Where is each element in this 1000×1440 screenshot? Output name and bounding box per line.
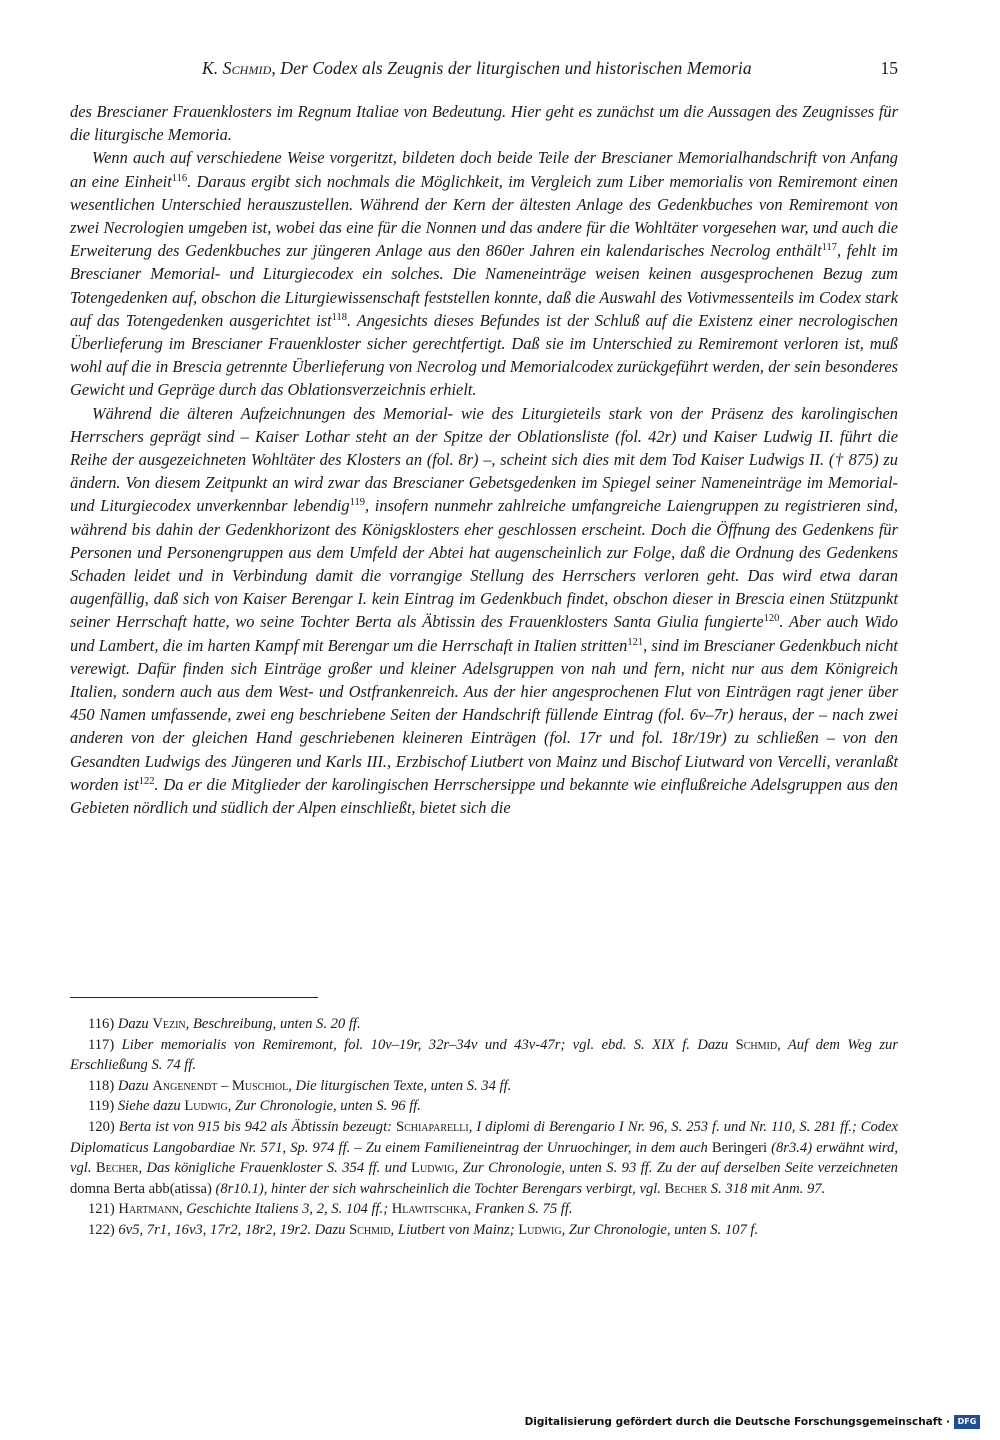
footnote-120: 120) Berta ist von 915 bis 942 als Äbtissin bezeugt: Schiaparelli, I diplomi di Berengario I Nr. 96, S. 253 f. und Nr. 110, S. 281 ff.; Codex Diplomaticus Langobardiae Nr. 571, Sp. 974 ff. – Zu einem Familieneintrag der Unruochinger, in dem auch Beringeri (8r3.4) erwähnt wird, vgl. Becher, Das königliche Frauenkloster S. 354 ff. und Ludwig, Zur Chronologie, unten S. 93 ff. Zu der auf derselben Seite verzeichneten domna Berta abb(atissa) (8r10.1), hinter der sich wahrscheinlich die Tochter Berengars verbirgt, vgl. Becher S. 318 mit Anm. 97. [70, 1118, 898, 1197]
footnote-separator [70, 997, 318, 998]
footnote-number: 118) [88, 1077, 115, 1094]
footnote-number: 120) [88, 1118, 115, 1135]
paragraph-2-text-b: . Daraus ergibt sich nochmals die Möglichkeit, im Vergleich zum Liber memorialis von Remiremont einen wesentlichen Unterschied herauszustellen. Während der Kern der ältesten Anlage des Gedenkbuches von Remiremont von zwei Necrologien umgeben ist, wobei das eine für die Nonnen und das andere für die Wohltäter vorgesehen war, und auch die Erweiterung des Gedenkbuches zur jüngeren Anlage aus den 860er Jahren ein kalendarisches Necrolog enthält [70, 171, 898, 261]
footnote-119: 119) Siehe dazu Ludwig, Zur Chronologie, unten S. 96 ff. [88, 1098, 421, 1115]
footnote-116: 116) Dazu Vezin, Beschreibung, unten S. 20 ff. [88, 1016, 361, 1032]
footnote-number: 116) [88, 1016, 115, 1032]
footnote-ref-120[interactable]: 120 [763, 613, 780, 625]
footnote-117: 117) Liber memorialis von Remiremont, fol. 10v–19r, 32r–34v und 43v-47r; vgl. ebd. S. XIX f. Dazu Schmid, Auf dem Weg zur Erschließung S. 74 ff. [70, 1036, 898, 1074]
paragraph-3-text-e: . Da er die Mitglieder der karolingischen Herrschersippe und bekannte wie einflußreiche Adelsgruppen aus den Gebieten nördlich und südlich der Alpen einschließt, bietet sich die [70, 774, 899, 818]
paragraph-3-text-c: . Aber auch Wido und Lambert, die im harten Kampf mit Berengar um die Herrschaft in Italien stritten [70, 612, 899, 655]
dfg-logo: DFG [954, 1415, 980, 1429]
credit-text: Digitalisierung gefördert durch die Deutsche Forschungsgemeinschaft · [524, 1416, 950, 1428]
paragraph-3-text-a: Während die älteren Aufzeichnungen des Memorial- wie des Liturgieteils stark von der Präsenz des karolingischen Herrschers geprägt sind – Kaiser Lothar steht an der Spitze der Oblationsliste (fol. 42r) und Kaiser Ludwig II. führt die Reihe der ausgezeichneten Wohltäter des Klosters an (fol. 8r) –, scheint sich dies mit dem Tod Kaiser Ludwigs II. († 875) zu ändern. Von diesem Zeitpunkt an wird zwar das Brescianer Gebetsgedenken im Spiegel seiner Nameneinträge im Memorial- und Liturgiecodex unverkennbar lebendig [70, 403, 898, 516]
footnote-ref-118[interactable]: 118 [331, 311, 348, 323]
paragraph-2-text-c: , fehlt im Brescianer Memorial- und Liturgiecodex ein solches. Die Nameneinträge weisen keinen ausgesprochenen Bezug zum Totengedenken auf, obschon die Liturgiewissenschaft feststellen konnte, daß die Auswahl des Votivmessenteils im Codex stark auf das Totengedenken ausgerichtet ist [70, 241, 898, 330]
footnote-number: 122) [88, 1221, 115, 1238]
footnote-ref-121[interactable]: 121 [627, 636, 644, 648]
footnote-118: 118) Dazu Angenendt – Muschiol, Die liturgischen Texte, unten S. 34 ff. [88, 1077, 512, 1094]
footnote-number: 117) [88, 1036, 115, 1053]
footnote-number: 119) [88, 1098, 115, 1115]
main-text [70, 100, 898, 819]
footnote-122: 122) 6v5, 7r1, 16v3, 17r2, 18r2, 19r2. Dazu Schmid, Liutbert von Mainz; Ludwig, Zur Chronologie, unten S. 107 f. [88, 1221, 759, 1238]
paragraph-1: des Brescianer Frauenklosters im Regnum Italiae von Bedeutung. Hier geht es zunächst um die Aussagen des Zeugnisses für die liturgische Memoria. [70, 102, 898, 145]
paragraph-3-text-d: , sind im Brescianer Gedenkbuch nicht verewigt. Dafür finden sich Einträge großer und kleiner Adelsgruppen von nah und fern, nicht nur aus dem Königreich Italien, sondern auch aus dem West- und Ostfrankenreich. Aus der hier angesprochenen Flut von Einträgen ragt jener über 450 Namen umfassende, zwei eng beschriebene Seiten der Handschrift füllende Eintrag (fol. 6v–7r) heraus, der – nach zwei anderen von der gleichen Hand geschriebenen kleineren Einträgen (fol. 17r und fol. 18r/19r) zu schließen – von den Gesandten Ludwigs des Jüngeren und Karls III., Erzbischof Liutbert von Mainz und Bischof Liutward von Vercelli, veranlaßt worden ist [70, 635, 898, 794]
footnote-ref-117[interactable]: 117 [821, 242, 838, 254]
footnote-121: 121) Hartmann, Geschichte Italiens 3, 2, S. 104 ff.; Hlawitschka, Franken S. 75 ff. [88, 1201, 573, 1218]
footnote-ref-122[interactable]: 122 [138, 775, 155, 787]
footnote-number: 121) [88, 1201, 115, 1218]
header-author: K. Schmid, [202, 58, 276, 78]
page-number: 15 [880, 58, 898, 78]
running-title [202, 58, 752, 79]
running-header [70, 58, 898, 82]
footnote-ref-116[interactable]: 116 [171, 172, 188, 184]
paragraph-2 [70, 146, 898, 401]
paragraph-2-text-d: . Angesichts dieses Befundes ist der Schluß auf die Existenz einer necrologischen Überlieferung im Brescianer Frauenkloster sicher gerechtfertigt. Daß sie im Unterschied zu Remiremont verloren ist, muß wohl auf die in Brescia getrennte Überlieferung von Necrolog und Memorialcodex zurückgeführt werden, der sein besonderes Gewicht und Gepräge durch das Oblationsverzeichnis erhielt. [70, 310, 898, 400]
footnote-ref-119[interactable]: 119 [349, 497, 365, 509]
digitization-credit [525, 1412, 980, 1432]
paragraph-2-text-a: Wenn auch auf verschiedene Weise vorgeritzt, bildeten doch beide Teile der Brescianer Memorialhandschrift von Anfang an eine Einheit [70, 148, 898, 191]
header-title: Der Codex als Zeugnis der liturgischen und historischen Memoria [280, 58, 752, 78]
paragraph-3 [70, 402, 898, 820]
paragraph-3-text-b: , insofern nunmehr zahlreiche umfangreiche Laiengruppen zu registrieren sind, während bis dahin der Gedenkhorizont des Königsklosters eher geschlossen erscheint. Doch die Öffnung des Gedenkens für Personen und Personengruppen aus dem Umfeld der Abtei hat augenscheinlich zur Folge, daß die Ordnung des Gedenkens Schaden leidet und in Verbindung damit die vorrangige Stellung des Herrschers verloren geht. Das wird etwa daran augenfällig, daß sich von Kaiser Berengar I. kein Eintrag im Gedenkbuch findet, obschon dieser in Brescia einen Stützpunkt seiner Herrschaft hatte, wo seine Tochter Berta als Äbtissin des Frauenklosters Santa Giulia fungierte [70, 496, 898, 632]
footnotes [70, 1014, 898, 1241]
